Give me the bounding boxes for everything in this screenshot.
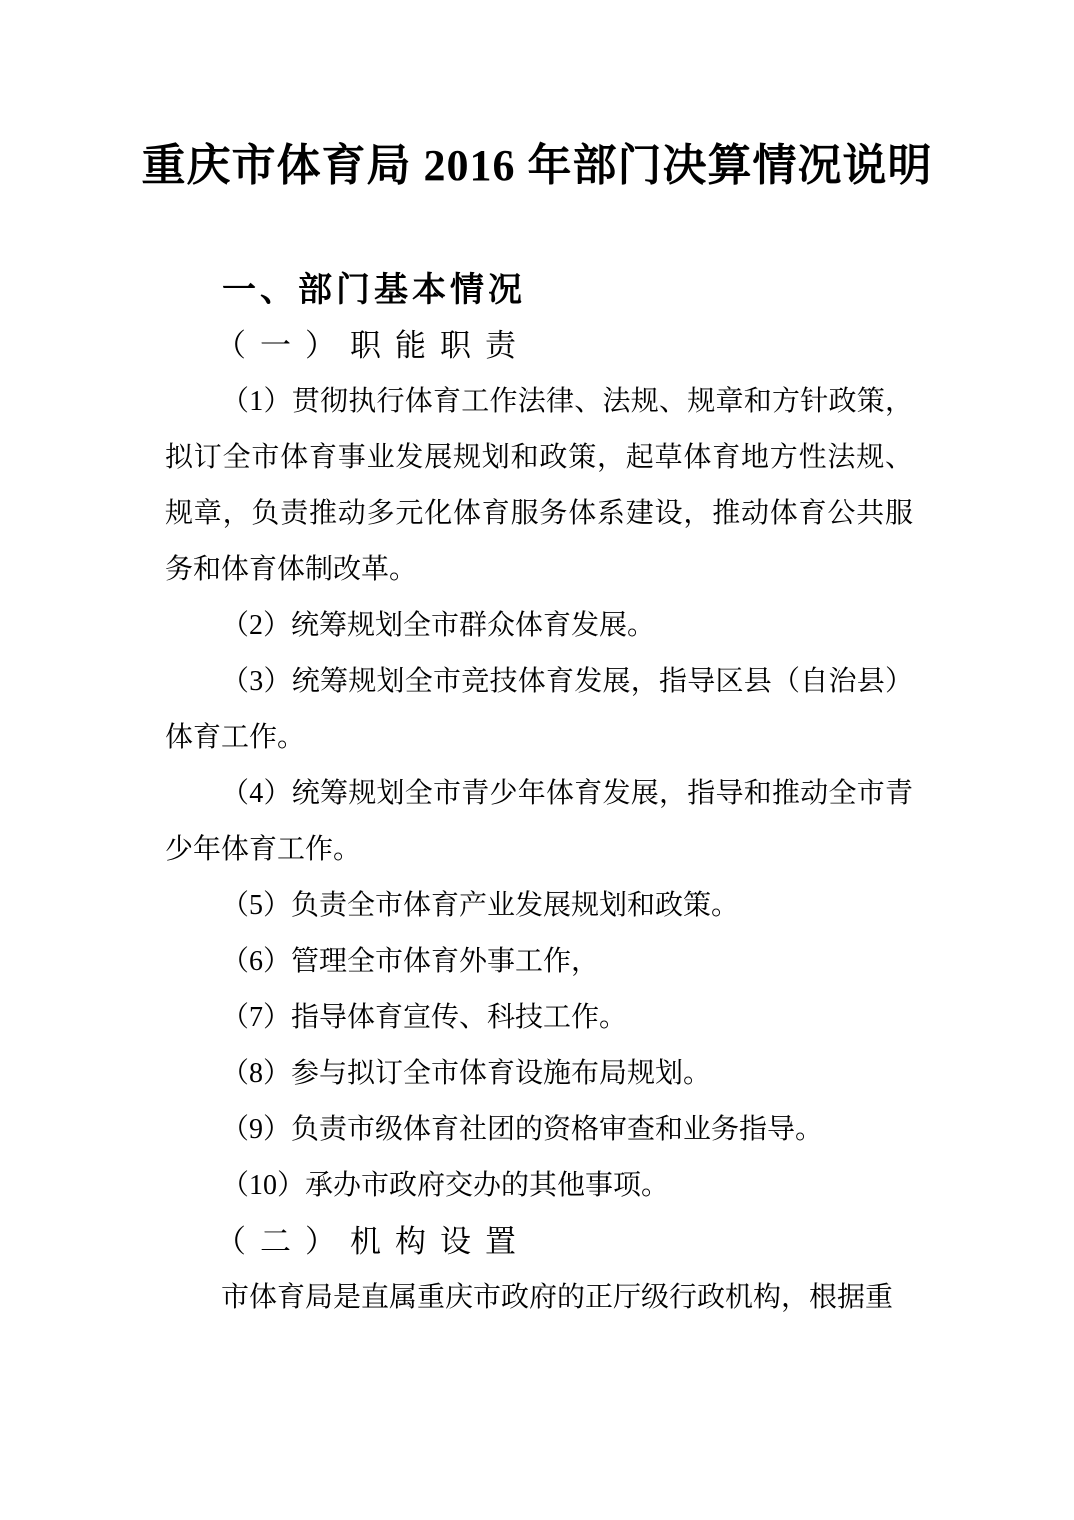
text-line: （8）参与拟订全市体育设施布局规划。 (221, 1058, 712, 1089)
text-line: 务和体育体制改革。 (165, 554, 418, 585)
text-line: （6）管理全市体育外事工作， (221, 946, 600, 977)
text-line: （10）承办市政府交办的其他事项。 (221, 1170, 670, 1201)
text-line: 体育工作。 (165, 722, 306, 753)
text-line: （2）统筹规划全市群众体育发展。 (221, 610, 656, 641)
text-line: （7）指导体育宣传、科技工作。 (221, 1002, 628, 1033)
text-line: （3）统筹规划全市竞技体育发展，指导区县（自治县） (221, 666, 913, 697)
text-line: 拟订全市体育事业发展规划和政策，起草体育地方性法规、 (165, 442, 913, 473)
text-line: （4）统筹规划全市青少年体育发展，指导和推动全市青 (221, 778, 913, 809)
text-line: 市体育局是直属重庆市政府的正厅级行政机构，根据重 (221, 1282, 894, 1313)
subsection-heading-organization: （二）机构设置 (215, 1224, 530, 1259)
document-title: 重庆市体育局 2016 年部门决算情况说明 (141, 141, 933, 190)
subsection-heading-duties: （一）职能职责 (215, 328, 530, 363)
document-body (165, 262, 913, 1326)
text-line: （5）负责全市体育产业发展规划和政策。 (221, 890, 740, 921)
text-line: 规章，负责推动多元化体育服务体系建设，推动体育公共服 (165, 498, 913, 529)
text-line: 少年体育工作。 (165, 834, 362, 865)
text-line: （9）负责市级体育社团的资格审查和业务指导。 (221, 1114, 824, 1145)
text-line: （1）贯彻执行体育工作法律、法规、规章和方针政策， (221, 386, 913, 417)
section-heading: 一、部门基本情况 (222, 271, 526, 309)
